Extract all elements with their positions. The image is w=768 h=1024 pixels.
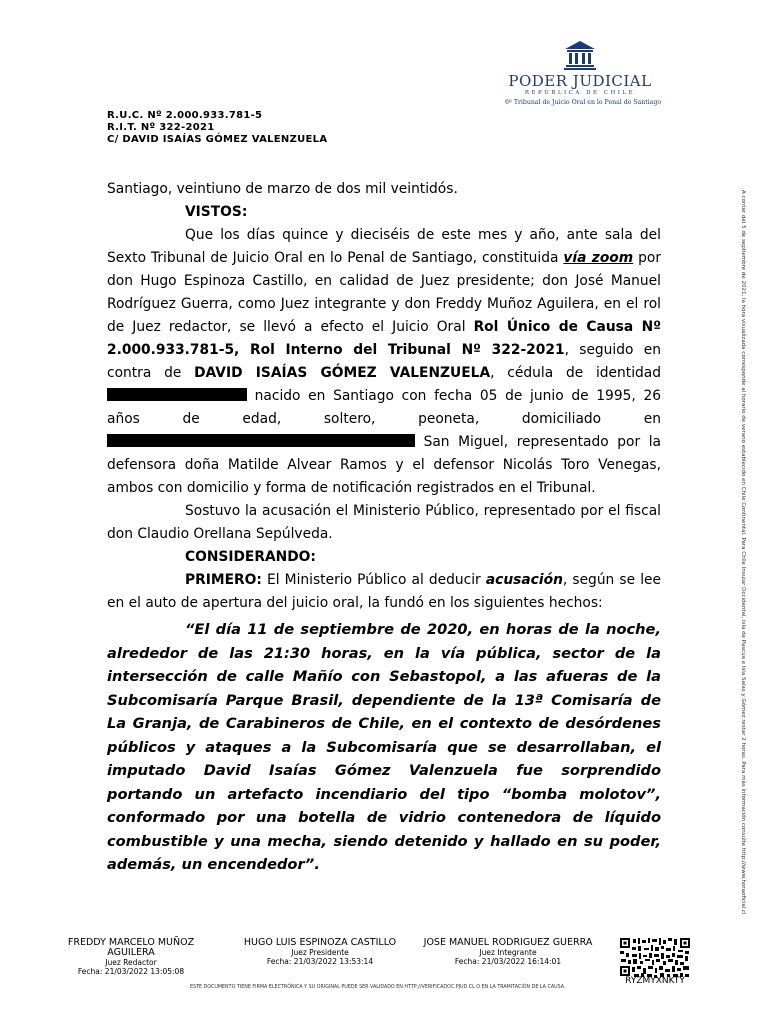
ruc-line: R.U.C. Nº 2.000.933.781-5 (107, 110, 263, 121)
signer-name: HUGO LUIS ESPINOZA CASTILLO (243, 937, 397, 948)
defendant-line: C/ DAVID ISAÍAS GÓMEZ VALENZUELA (107, 134, 328, 145)
logo-title: PODER JUDICIAL (508, 72, 652, 90)
courthouse-icon (563, 40, 597, 70)
signer-role: Juez Presidente (291, 948, 349, 957)
redacted-address (107, 434, 415, 447)
considerando-heading: CONSIDERANDO: (185, 549, 316, 565)
defendant-name: DAVID ISAÍAS GÓMEZ VALENZUELA (194, 365, 491, 381)
redacted-id (107, 388, 247, 401)
verification-barcode (620, 938, 690, 978)
quoted-facts: “El día 11 de septiembre de 2020, en horas de la noche, alrededor de las 21:30 horas, en la vía pública, sector de la intersección de calle Mañío con Sebastopol, a las afueras de la Subcomisaría Parque Brasil, dependiente de la 13ª Comisaría de La Granja, de Carabineros de Chile, en el contexto de desórdenes públicos y ataques a la Subcomisaría que se desarrollaban, el imputado David Isaías Gómez Valenzuela fue sorprendido portando un artefacto incendiario del tipo “bomba molotov”, conformado por una botella de vidrio contenedora de líquido combustible y una mecha, siendo detenido y hallado en su poder, además, un encendedor”. (107, 621, 661, 873)
paragraph-primero: PRIMERO: El Ministerio Público al deducir acusación, según se lee en el auto de apertura del juicio oral, la fundó en los siguientes hechos: (107, 572, 661, 611)
date-line: Santiago, veintiuno de marzo de dos mil veintidós. (107, 181, 458, 197)
signature-block (232, 938, 408, 966)
vistos-heading: VISTOS: (185, 204, 248, 220)
verification-code: RYZMYXNKTY (625, 976, 685, 986)
paragraph-acusacion: Sostuvo la acusación el Ministerio Público, representado por el fiscal don Claudio Orellana Sepúlveda. (107, 503, 661, 542)
via-zoom-text: vía zoom (563, 250, 634, 266)
signature-block (410, 938, 606, 966)
signer-date: Fecha: 21/03/2022 16:14:01 (454, 957, 562, 966)
signer-name: JOSE MANUEL RODRIGUEZ GUERRA (423, 937, 593, 948)
rit-line: R.I.T. Nº 322-2021 (107, 122, 215, 133)
side-note: A contar del 5 de septiembre de 2021, la hora visualizada corresponde al horario de verano establecido en Chile Continental. Para Chile Insular Occidental, Isla de Pascua e Isla Salas y Gómez restar 2 horas. Para más información consulte http://www.horaoficial.cl (740, 190, 746, 915)
signer-name: FREDDY MARCELO MUÑOZ AGUILERA (67, 937, 195, 958)
paragraph-vistos: Que los días quince y dieciséis de este mes y año, ante sala del Sexto Tribunal de Juicio Oral en lo Penal de Santiago, constituida vía zoom por don Hugo Espinoza Castillo, en calidad de Juez presidente; don José Manuel Rodríguez Guerra, como Juez integrante y don Freddy Muñoz Aguilera, en el rol de Juez redactor, se llevó a efecto el Juicio Oral Rol Único de Causa Nº 2.000.933.781-5, Rol Interno del Tribunal Nº 322-2021, seguido en contra de DAVID ISAÍAS GÓMEZ VALENZUELA, cédula de identidad nacido en Santiago con fecha 05 de junio de 1995, 26 años de edad, soltero, peoneta, domiciliado en San Miguel, representado por la defensora doña Matilde Alvear Ramos y el defensor Nicolás Toro Venegas, ambos con domicilio y forma de notificación registrados en el Tribunal. (107, 227, 661, 496)
rol-causa-text: Rol Único de Causa Nº 2.000.933.781-5, Rol Interno del Tribunal Nº 322-2021 (107, 319, 661, 358)
validation-footnote: ESTE DOCUMENTO TIENE FIRMA ELECTRÓNICA Y SU ORIGINAL PUEDE SER VALIDADO EN HTTP://VERIFICADOC.PJUD.CL O EN LA TRAMITACIÓN DE LA CAUSA. (190, 985, 566, 990)
signer-role: Juez Integrante (479, 948, 537, 957)
signer-role: Juez Redactor (105, 958, 157, 967)
document-body (107, 178, 661, 877)
poder-judicial-logo (505, 40, 662, 106)
signer-date: Fecha: 21/03/2022 13:53:14 (266, 957, 374, 966)
signer-date: Fecha: 21/03/2022 13:05:08 (77, 967, 185, 976)
signature-block (55, 938, 207, 976)
logo-court-name: 6º Tribunal de Juicio Oral en lo Penal de Santiago (505, 99, 662, 106)
logo-subtitle: REPÚBLICA DE CHILE (524, 90, 636, 96)
case-caption (107, 110, 327, 146)
